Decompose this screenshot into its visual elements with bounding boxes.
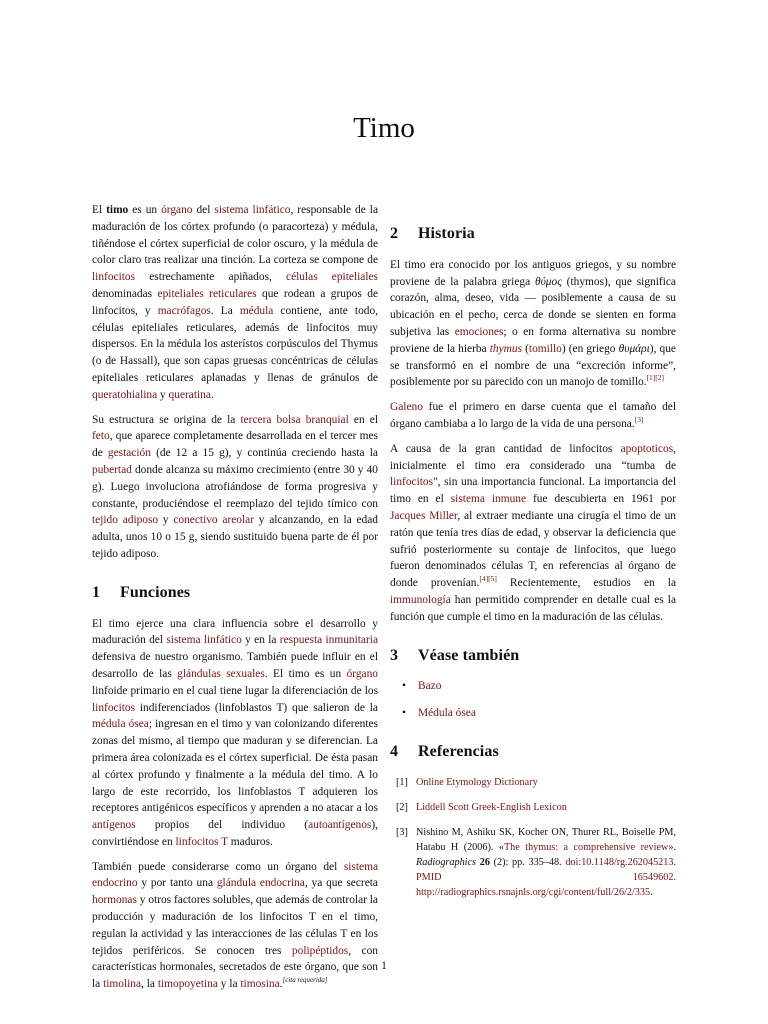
text-run: Su estructura se origina de la xyxy=(92,413,241,426)
text-run: ), que se transformó en el nombre de una “excreción informe”, posiblemente por su parecido con un manojo de tomillo. xyxy=(390,342,676,389)
inline-link[interactable]: antígenos xyxy=(92,819,136,832)
text-run: θυμάρι xyxy=(618,342,650,355)
inline-link[interactable]: sistema linfático xyxy=(214,204,291,216)
inline-link[interactable]: glándulas sexuales xyxy=(177,667,265,680)
inline-link[interactable]: timolina xyxy=(103,978,142,991)
text-run: indiferenciados (linfoblastos T) que salieron de la xyxy=(135,701,378,714)
inline-link[interactable]: 16549602 xyxy=(632,871,674,883)
text-run: . La xyxy=(210,304,240,317)
text-run: El timo era conocido por los antiguos griegos, y su nombre proviene de la palabra griega xyxy=(390,258,676,288)
text-run: A causa de la gran cantidad de linfocitos xyxy=(390,442,621,455)
historia-paragraph-2 xyxy=(390,399,676,433)
inline-link[interactable]: timopoyetina xyxy=(157,978,218,991)
intro-paragraph-2 xyxy=(92,412,378,563)
text-run: maduros. xyxy=(227,835,273,848)
inline-link[interactable]: tercera bolsa branquial xyxy=(240,413,349,426)
text-run: ), convirtiéndose en xyxy=(92,819,378,848)
text-run: . xyxy=(210,388,214,401)
inline-link[interactable]: epiteliales reticulares xyxy=(157,287,257,300)
inline-link[interactable]: médula ósea xyxy=(92,718,149,731)
text-run: ». xyxy=(668,841,676,853)
section-title: Funciones xyxy=(120,583,191,601)
inline-link[interactable]: immunología xyxy=(390,593,451,606)
text-run: El xyxy=(92,204,107,216)
inline-link[interactable]: linfocitos xyxy=(92,271,136,284)
inline-link[interactable]: pubertad xyxy=(92,463,132,476)
reference-number: [2] xyxy=(396,801,408,813)
inline-link[interactable]: http://radiographics.rsnajnls.org/cgi/content/full/26/2/335 xyxy=(416,886,651,898)
citation: [cita requerida] xyxy=(282,976,328,985)
inline-link[interactable]: Online Etymology Dictionary xyxy=(416,776,538,788)
inline-link[interactable]: Liddell Scott Greek-English Lexicon xyxy=(416,801,567,813)
funciones-paragraph-1 xyxy=(92,616,378,851)
inline-link[interactable]: glándula endocrina xyxy=(216,877,305,890)
text-run: , al extraer mediante una cirugía el timo de un ratón que tenía tres días de edad, y observar la deficiencia que sufrió posteriormente su contaje de linfocitos, que luego fueron denominados células T, en referencias al órgano de donde provenían. xyxy=(390,509,676,590)
text-run: propios del individuo ( xyxy=(135,819,309,832)
text-run: ( xyxy=(522,342,529,355)
text-run: ) (en griego xyxy=(561,342,619,355)
inline-link[interactable]: The thymus: a comprehensive review xyxy=(503,841,669,853)
text-run: 26 xyxy=(479,856,490,868)
text-run: Radiographics xyxy=(416,856,476,868)
see-also-link-medula-osea[interactable]: Médula ósea xyxy=(418,707,476,720)
text-run: , con características hormonales, secretados de este órgano, que son la xyxy=(92,944,378,991)
text-run: (thymos), que significa corazón, alma, deseo, vida — posiblemente a causa de su ubicación en el pecho, cerca de donde se sienten en forma subjetiva las xyxy=(390,275,676,338)
text-run: timo xyxy=(106,204,129,216)
text-run: , ya que secreta xyxy=(304,877,378,890)
inline-link[interactable]: [1][2] xyxy=(646,373,665,383)
section-number: 1 xyxy=(92,583,101,601)
intro-paragraph-1 xyxy=(92,202,378,404)
inline-link[interactable]: doi xyxy=(565,856,579,868)
text-run: . xyxy=(673,871,676,883)
text-run: han permitido comprender en detalle cual es la función que cumple el timo en la maduración de las células. xyxy=(390,593,676,623)
inline-link[interactable]: hormonas xyxy=(92,894,137,907)
text-run: Nishino M, Ashiku SK, Kocher ON, Thurer RL, Boiselle PM, Hatabu H (2006). « xyxy=(416,826,676,853)
inline-link[interactable]: respuesta inmunitaria xyxy=(279,634,378,647)
text-run: contiene, ante todo, células epiteliales reticulares, además de linfocitos muy dispersos. En la médula los asterístos corpúsculos del Thymus (o de Hassall), que son capas gruesas concéntricas de células epiteliales reticulares aplanadas y llenas de gránulos de xyxy=(92,304,379,384)
inline-link[interactable]: [3] xyxy=(634,415,644,425)
historia-paragraph-3 xyxy=(390,441,676,626)
inline-link[interactable]: queratina xyxy=(168,388,211,401)
text-run: fue descubierta en 1961 por xyxy=(526,493,676,506)
text-run: El timo ejerce una clara influencia sobre el desarrollo y maduración del xyxy=(92,617,378,647)
reference-item xyxy=(390,825,676,900)
bullet: • xyxy=(402,707,406,720)
inline-link[interactable]: tomillo xyxy=(528,342,562,355)
inline-link[interactable]: emociones xyxy=(454,325,504,338)
section-heading-historia xyxy=(390,226,676,243)
left-column xyxy=(92,202,378,1001)
reference-number: [1] xyxy=(396,776,408,788)
text-run: . xyxy=(673,856,676,868)
historia-paragraph-1 xyxy=(390,257,676,391)
text-run: (2): pp. 335–48. xyxy=(489,856,566,868)
inline-link[interactable]: autoantígenos xyxy=(308,819,372,832)
inline-link[interactable]: células epiteliales xyxy=(286,271,378,284)
text-run: y xyxy=(157,388,169,401)
text-run: y por tanto una xyxy=(137,877,217,890)
inline-link[interactable]: Jacques Miller xyxy=(390,509,458,522)
text-run: . El timo es un xyxy=(264,667,347,680)
inline-link[interactable]: Galeno xyxy=(390,401,423,414)
bullet: • xyxy=(402,680,406,693)
text-run xyxy=(441,872,632,883)
inline-link[interactable]: tejido adiposo xyxy=(92,514,159,527)
inline-link[interactable]: gestación xyxy=(107,447,151,460)
inline-link[interactable]: linfocitos xyxy=(390,476,434,489)
inline-link[interactable]: sistema inmune xyxy=(450,493,527,506)
text-run: defensiva de nuestro organismo. También puede influir en el desarrollo de las xyxy=(92,651,378,680)
text-run: , inicialmente el timo era considerado una “tumba de xyxy=(390,442,676,472)
text-run: y la xyxy=(217,978,241,991)
inline-link[interactable]: timosina xyxy=(240,978,280,991)
section-title: Historia xyxy=(418,225,475,242)
text-run: y en la xyxy=(241,634,280,647)
text-run: que rodean a grupos de linfocitos, y xyxy=(92,287,378,317)
inline-link[interactable]: linfocitos T xyxy=(175,835,228,848)
text-run: ; ingresan en el timo y van colonizando diferentes zonas del mismo, al tiempo que maduran y se diferencian. La primera área colonizada es el córtex superficial. De ésta pasan al córtex profundo y finalmente a la médula del timo. A lo largo de este recorrido, los linfoblastos T adquieren los receptores antigénicos específicos y aprenden a no atacar a los xyxy=(92,718,378,815)
reference-text xyxy=(416,827,676,898)
reference-text xyxy=(416,777,538,788)
text-run: denominadas xyxy=(92,287,158,300)
inline-link[interactable]: thymus xyxy=(489,342,523,355)
inline-link[interactable]: órgano xyxy=(161,204,193,216)
see-also-item xyxy=(390,678,676,695)
text-run: , que aparece completamente desarrollada en el tercer mes de xyxy=(92,430,378,460)
text-run: , la xyxy=(141,978,158,991)
inline-link[interactable]: queratohialina xyxy=(92,388,158,401)
inline-link[interactable]: sistema linfático xyxy=(166,634,242,647)
text-run: del xyxy=(192,204,215,216)
inline-link[interactable]: sistema endocrino xyxy=(92,860,378,890)
inline-link[interactable]: polipéptidos xyxy=(291,944,349,957)
text-run: Recientemente, estudios en la xyxy=(496,577,677,590)
section-heading-vease-tambien xyxy=(390,648,676,665)
inline-link[interactable]: conectivo areolar xyxy=(173,514,254,527)
page-number: 1 xyxy=(381,960,387,972)
inline-link[interactable]: macrófagos xyxy=(157,304,211,317)
text-run: ; o en forma alternativa su nombre proviene de la hierba xyxy=(390,325,676,355)
reference-item xyxy=(390,775,676,790)
text-run: y xyxy=(158,514,174,527)
section-number: 3 xyxy=(390,646,399,664)
text-run: en el xyxy=(348,413,379,426)
references-list xyxy=(390,775,676,900)
section-number: 4 xyxy=(390,742,399,760)
text-run: fue el primero en darse cuenta que el tamaño del órgano cambiaba a lo largo de la vida de una persona. xyxy=(390,401,676,430)
see-also-item xyxy=(390,705,676,722)
section-heading-referencias xyxy=(390,744,676,761)
inline-link[interactable]: médula xyxy=(239,304,274,317)
inline-link[interactable]: órgano xyxy=(346,667,378,680)
text-run: estrechamente apiñados, xyxy=(135,271,287,284)
text-run: (de 12 a 15 g), y continúa creciendo hasta la xyxy=(150,447,378,460)
section-title: Referencias xyxy=(418,742,499,760)
inline-link[interactable]: 10.1148/rg.262045213 xyxy=(581,856,674,868)
section-title: Véase también xyxy=(418,646,520,664)
text-run: y otros factores solubles, que además de controlar la producción y maduración de los linfocitos T en el timo, regulan la actividad y las interacciones de las células T en los tejidos periféricos. Se conocen tres xyxy=(92,894,378,957)
text-run: ", sin una importancia funcional. La importancia del timo en el xyxy=(390,476,676,506)
see-also-link-bazo[interactable]: Bazo xyxy=(418,680,442,693)
text-run: También puede considerarse como un órgano del xyxy=(92,860,344,873)
text-run: . xyxy=(650,886,653,898)
see-also-list xyxy=(390,678,676,722)
text-run: linfoide primario en el cual tiene lugar la diferenciación de los xyxy=(92,684,378,697)
right-column xyxy=(390,202,676,910)
text-run: es un xyxy=(128,204,162,216)
reference-item xyxy=(390,800,676,815)
funciones-paragraph-2 xyxy=(92,859,378,993)
reference-number: [3] xyxy=(396,826,408,838)
page-title: Timo xyxy=(353,112,415,144)
section-heading-funciones xyxy=(92,585,378,602)
inline-link[interactable]: feto xyxy=(92,430,110,443)
inline-link[interactable]: PMID xyxy=(416,871,442,883)
inline-link[interactable]: linfocitos xyxy=(92,701,136,714)
text-run: . xyxy=(279,978,283,991)
text-run: donde alcanza su máximo crecimiento (entre 30 y 40 g). Luego involuciona atrofiándose de forma progresiva y constante, produciéndose el reemplazo del tejido tímico con xyxy=(92,463,378,510)
inline-link[interactable]: apoptoticos xyxy=(620,442,674,455)
text-run: θύμος xyxy=(534,275,562,288)
inline-link[interactable]: [4][5] xyxy=(479,574,497,584)
reference-text xyxy=(416,802,567,813)
text-run: y alcanzando, en la edad adulta, unos 10 o 15 g, siendo sustituido buena parte de él por tejido adiposo. xyxy=(92,514,379,560)
inline-link[interactable]: : xyxy=(578,856,582,868)
section-number: 2 xyxy=(390,225,399,242)
text-run: , responsable de la maduración de los córtex profundo (o paracorteza) y médula, tiñéndose el córtex superficial de color oscuro, y la médula de color claro tras realizar una tinción. La corteza se compone de xyxy=(92,204,378,267)
